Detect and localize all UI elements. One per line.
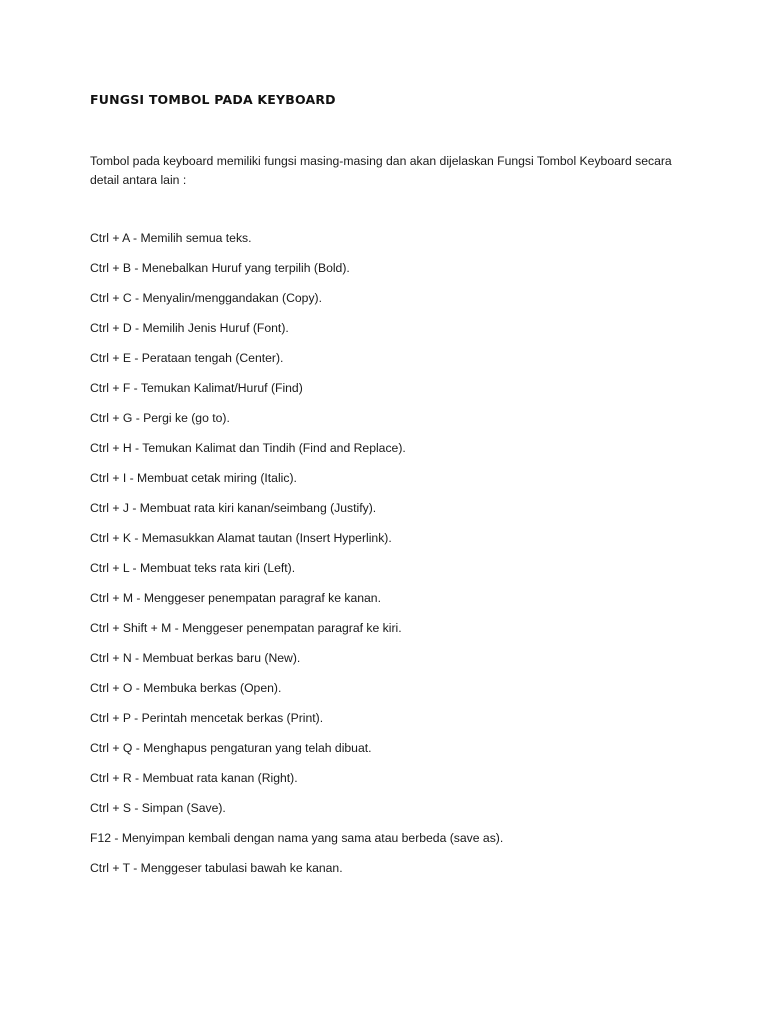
document-title: FUNGSI TOMBOL PADA KEYBOARD — [90, 92, 336, 107]
shortcut-item: Ctrl + T - Menggeser tabulasi bawah ke kanan. — [90, 861, 343, 875]
shortcut-item: Ctrl + J - Membuat rata kiri kanan/seimbang (Justify). — [90, 501, 377, 515]
shortcut-item: F12 - Menyimpan kembali dengan nama yang sama atau berbeda (save as). — [90, 831, 504, 845]
intro-paragraph: Tombol pada keyboard memiliki fungsi masing-masing dan akan dijelaskan Fungsi Tombol Keyboard secara detail antara lain : — [90, 154, 672, 187]
shortcut-item: Ctrl + L - Membuat teks rata kiri (Left). — [90, 561, 296, 575]
shortcut-item: Ctrl + O - Membuka berkas (Open). — [90, 681, 282, 695]
shortcut-item: Ctrl + P - Perintah mencetak berkas (Print). — [90, 711, 324, 725]
shortcut-item: Ctrl + M - Menggeser penempatan paragraf ke kanan. — [90, 591, 381, 605]
shortcut-item: Ctrl + H - Temukan Kalimat dan Tindih (Find and Replace). — [90, 441, 406, 455]
shortcut-item: Ctrl + N - Membuat berkas baru (New). — [90, 651, 301, 665]
shortcut-item: Ctrl + G - Pergi ke (go to). — [90, 411, 230, 425]
shortcut-item: Ctrl + C - Menyalin/menggandakan (Copy). — [90, 291, 323, 305]
shortcut-item: Ctrl + Q - Menghapus pengaturan yang telah dibuat. — [90, 741, 372, 755]
shortcut-item: Ctrl + Shift + M - Menggeser penempatan paragraf ke kiri. — [90, 621, 402, 635]
shortcut-item: Ctrl + A - Memilih semua teks. — [90, 231, 252, 245]
shortcut-item: Ctrl + I - Membuat cetak miring (Italic). — [90, 471, 297, 485]
shortcut-item: Ctrl + R - Membuat rata kanan (Right). — [90, 771, 298, 785]
shortcut-item: Ctrl + K - Memasukkan Alamat tautan (Insert Hyperlink). — [90, 531, 392, 545]
shortcut-item: Ctrl + E - Perataan tengah (Center). — [90, 351, 284, 365]
shortcut-list — [90, 230, 503, 890]
shortcut-item: Ctrl + D - Memilih Jenis Huruf (Font). — [90, 321, 289, 335]
shortcut-item: Ctrl + S - Simpan (Save). — [90, 801, 226, 815]
shortcut-item: Ctrl + B - Menebalkan Huruf yang terpilih (Bold). — [90, 261, 350, 275]
shortcut-item: Ctrl + F - Temukan Kalimat/Huruf (Find) — [90, 381, 303, 395]
